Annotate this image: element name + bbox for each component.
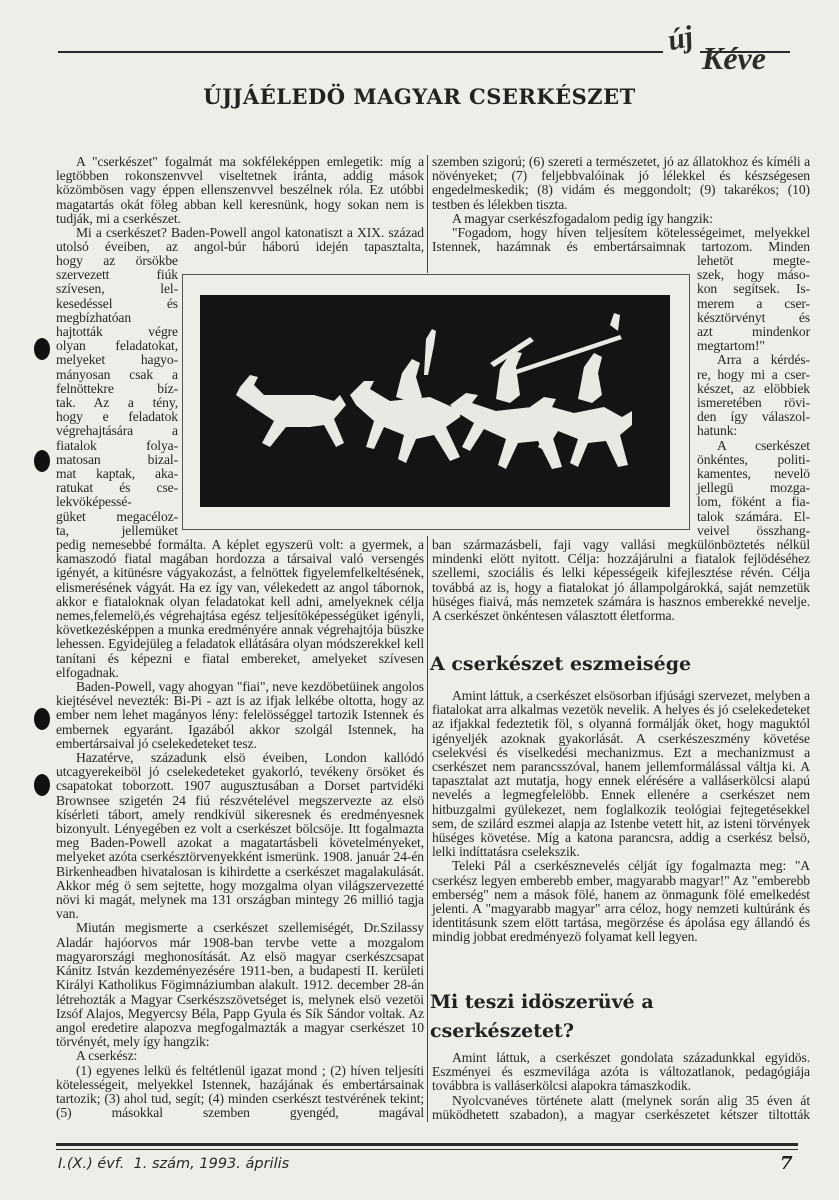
paragraph: (1) egyenes lelkü és feltétlenül igazat mond ; (2) híven teljesíti kötelességeit, melyekkel Istennek, hazájának és embertársainak tartozik; (3) ahol tud, segít; (4) minden cserkészt testvérének tekint; (5) másokkal szemben gyengéd, magával xyxy=(56,1062,424,1121)
text-line: ta, jellemüket xyxy=(56,522,178,538)
text-line: azt mindenkor xyxy=(697,324,810,340)
text-line: güket megacéloz- xyxy=(56,508,178,524)
text-line: megbízhatóan xyxy=(56,309,132,325)
paragraph: A cserkész: xyxy=(76,1048,138,1064)
text-line: talok számára. El- xyxy=(697,508,810,524)
text-line: den így válaszol- xyxy=(697,409,810,425)
text-line: jellegü mozga- xyxy=(697,480,810,496)
text-line: szervezett fiúk xyxy=(56,267,178,283)
text-line: melyeket hagyo- xyxy=(56,352,178,368)
text-line: lom, föként a fia- xyxy=(697,494,810,510)
paragraph: Nyolcvanéves története alatt (melynek során alig 35 éven át müködhetett szabadon), a magyar cserkészetet kétszer tiltották xyxy=(432,1092,810,1122)
left-bottom-text xyxy=(56,538,424,1120)
text-line: hajtották végre xyxy=(56,324,178,340)
column-divider xyxy=(427,536,428,1122)
logo-main: Kéve xyxy=(702,40,766,76)
left-top-text xyxy=(56,155,424,254)
text-line: tak. Az a tény, xyxy=(56,395,178,411)
horsemen-illustration xyxy=(200,295,670,507)
paragraph: Teleki Pál a cserkésznevelés célját így fogalmazta meg: "A cserkész legyen emberebb ember, magyarabb magyar!" Az "emberebb emberség" nem a mások fölé, hanem az önmagunk fölé emelkedést jelenti. A "magyarabb magyar" arra céloz, hogy nemzeti kultúránk és identitásunk szem elött tartása, megörzése és ápolása egy állandó és mindig jobbat eredményezö folyamat kell legyen. xyxy=(432,858,810,945)
text-line: mat kaptak, aka- xyxy=(56,466,178,482)
paragraph: Amint láttuk, a cserkészet gondolata századunkkal egyidös. Eszményei és eszmevilága azóta is változatlanok, pedagógiája továbbra is valláserkölcsi alapokra támaszkodik. xyxy=(432,1050,810,1094)
text-line: hatunk: xyxy=(697,423,738,439)
footer-rule xyxy=(56,1143,798,1146)
section-heading: Mi teszi idöszerüvé a cserkészetet? xyxy=(430,991,654,1042)
paragraph: ban származásbeli, faji vagy vallási megkülönböztetés nélkül mindenki elött nyitott. Célja: hozzájárulni a fiatalok fejlödéséhez szellemi, szociális és lelki képességeik kifejlesztése révén. Célja továbbá az is, hogy a fiatalokat jó állampolgárokká, saját nemzetük hüséges fiaivá, más nemzetek számára is hasznos emberekké nevelje. A cserkészet önkéntesen választott életforma. xyxy=(432,537,810,624)
paragraph: Mi a cserkészet? Baden-Powell angol katonatiszt a XIX. század utolsó éveiben, az angol-búr háború idején tapasztalta, xyxy=(56,225,424,255)
text-line: felnöttekre bíz- xyxy=(56,380,178,396)
text-line: hogy az örsökbe xyxy=(56,253,178,268)
text-line: megtartom!" xyxy=(697,338,765,354)
text-line: ismeretében rövi- xyxy=(697,395,810,411)
section-heading: A cserkészet eszmeisége xyxy=(430,653,692,675)
binder-hole xyxy=(34,450,50,472)
page-title: ÚJJÁÉLEDÖ MAGYAR CSERKÉSZET xyxy=(203,84,636,109)
text-line: mányosan csak a xyxy=(56,366,178,382)
text-line: matosan bizal- xyxy=(56,451,178,467)
text-line: kon segítsek. Is- xyxy=(697,281,810,297)
text-line: A cserkészet xyxy=(717,437,810,453)
text-line: Arra a kérdés- xyxy=(717,352,810,368)
page-number: 7 xyxy=(780,1153,793,1174)
section-text xyxy=(432,1051,810,1122)
paragraph: Hazatérve, századunk elsö éveiben, London kallódó utcagyerekeiböl jó cselekedeteket gyakorló, tevékeny örsöket és csapatokat toborzott. 1907 augusztusában a Dorset partvidéki Brownsee szigetén 24 fiú részvételével megszervezte az elsö kísérleti tábort, amely rendkívül sikeresnek és eredményesnek bizonyult. Lényegében ez volt a cserkészet bölcsöje. Itt fogalmazta meg Baden-Powell azokat a magatartásbeli követelményeket, melyeket azóta cserkésztörvenyekként ismerünk. 1908. január 24-én Birkenheadben hivatalosan is kihirdette a cserkészet magalakulását. Akkor még ö sem sejtette, hogy mozgalma olyan világszervezetté növi ki magát, melynek ma 131 országban mintegy 26 millió tagja van. xyxy=(56,750,424,922)
text-line: lehetöt megte- xyxy=(697,253,810,268)
illustration-frame xyxy=(182,274,690,530)
paragraph: szemben szigorú; (6) szereti a természetet, jó az állatokhoz és kíméli a növényeket; (7) feljebbvalóinak jó lélekkel és készségesen engedelmeskedik; (8) vidám és meggondolt; (9) takarékos; (10) testben és lélekben tiszta. xyxy=(432,154,810,212)
text-line: ratukat és cse- xyxy=(56,480,178,496)
column-divider xyxy=(427,155,428,273)
logo xyxy=(662,18,802,78)
text-line: önkéntes, politi- xyxy=(697,451,810,467)
text-line: veivel összhang- xyxy=(697,522,810,538)
paragraph: Miután megismerte a cserkészet szellemiségét, Dr.Szilassy Aladár hajóorvos már 1908-ban tervbe vette a mozgalom magyarországi meghonosítását. Az elsö magyar cserkészcsapat Kánitz István kezdeményezésére 1911-ben, a budapesti II. kerületi Királyi Katholikus Fögimnáziumban alakult. 1912. december 28-án létrehozták a Magyar Cserkészszövetséget is, melynek elsö vezetöi Izsóf Alajos, Megyercsy Béla, Papp Gyula és Sík Sándor voltak. Az angol eredetire alapozva megfogalmazták a magyar cserkészet 10 törvényét, mely így hangzik: xyxy=(56,920,424,1050)
section-text xyxy=(432,689,810,945)
text-line: re, hogy mi a cser- xyxy=(697,366,810,382)
paragraph: A "cserkészet" fogalmát ma sokféleképpen emlegetik: míg a legtöbben rokonszenvvel viseltetnek iránta, addig mások közömbösen vagy éppen ellenszenvvel beszélnek róla. Ez utóbbi magatartás okát föleg abban kell keresnünk, hogy sokan nem is tudják, mi a cserkészet. xyxy=(56,154,424,226)
paragraph: pedig nemesebbé formálta. A képlet egyszerü volt: a gyermek, a kamaszodó fiatal magában hordozza a társaival való versengés igényét, a kitünésre vágyakozást, a felnöttek figyelemfelkeltésének, elismerésének vágyát. Ha ez így van, vélekedett az angol tábornok, akkor e fiataloknak olyan feladatokat kell adni, amelyeknek célja nemes,felemelö,és végrehajtása egész teljesítöképességüket igényli, következésképpen a munka eredményére annak végrehajtója büszke lehessen. Egyidejüleg a feladatok ellátására olyan módszerekkel kell tanítani és képezni e fiatal embereket, amelyeket szívesen elfogadnak. xyxy=(56,537,424,680)
text-line: hogy e feladatok xyxy=(56,409,178,425)
right-narrow-text xyxy=(697,254,810,538)
text-line: olyan feladatokat, xyxy=(56,338,178,354)
paragraph: "Fogadom, hogy híven teljesítem kötelességeimet, melyekkel Istennek, hazámnak és embertársaimnak tartozom. Minden xyxy=(432,225,810,255)
binder-hole xyxy=(34,338,50,360)
text-line: fiatalok folya- xyxy=(56,437,178,453)
left-narrow-text xyxy=(56,254,178,538)
paragraph: Baden-Powell, vagy ahogyan "fiai", neve kezdöbetüinek angolos kiejtésével nevezték: Bi-Pi - azt is az ifjak lelkébe oltotta, hogy az ember nem lehet magányos lény: felelösséggel tartozik Istennek és embernek egyaránt. Igazából akkor szolgál Istennek, ha embertársaival jó cselekedeteket tesz. xyxy=(56,679,424,751)
text-line: szek, hogy máso- xyxy=(697,267,810,283)
text-line: kamentes, nevelö xyxy=(697,466,810,482)
logo-small: új xyxy=(664,19,697,58)
issue-info: I.(X.) évf. 1. szám, 1993. április xyxy=(58,1156,290,1172)
text-line: késztörvényt és xyxy=(697,309,810,325)
text-line: merem a cser- xyxy=(697,295,810,311)
paragraph: A magyar cserkészfogadalom pedig így hangzik: xyxy=(452,210,713,226)
right-bottom-text xyxy=(432,538,810,623)
footer-rule xyxy=(56,1149,798,1150)
text-line: lekvöképessé- xyxy=(56,494,132,510)
text-line: szívesen, lel- xyxy=(56,281,178,297)
binder-hole xyxy=(34,708,50,730)
header-rule xyxy=(58,51,663,53)
paragraph: Amint láttuk, a cserkészet elsösorban ifjúsági szervezet, melyben a fiatalokat arra alkalmas vezetök nevelik. A helyes és jó cselekedeteket az ifjakkal fedeztetik föl, s olyanná formálják öket, hogy maguktól igényeljék azoknak gyakorlását. A cserkészeszmény követése cselekvési és viselkedési mechanizmus. Ezt a mechanizmust a cserkészet nem parancsszóval, hanem jellemformálással váltja ki. A tapasztalat azt mutatja, hogy ennek elérésére a valláserkölcsi alapú nevelés a legmegfelelöbb. Ennek ellenére a cserkészet nem hitbuzgalmi gyülekezet, nem foglalkozik teológiai fejtegetésekkel sem, de szilárd eszmei alapja az Istenbe vetett hit, az isteni törvények hüséges követése. Míg a katona parancsra, addig a cserkész belsö, lelki indíttatásra cselekszik. xyxy=(432,688,810,860)
right-top-text xyxy=(432,155,810,254)
text-line: készet, az elöbbiek xyxy=(697,380,810,396)
text-line: kesedéssel és xyxy=(56,295,178,311)
binder-hole xyxy=(34,774,50,796)
text-line: végrehajtására a xyxy=(56,423,178,439)
